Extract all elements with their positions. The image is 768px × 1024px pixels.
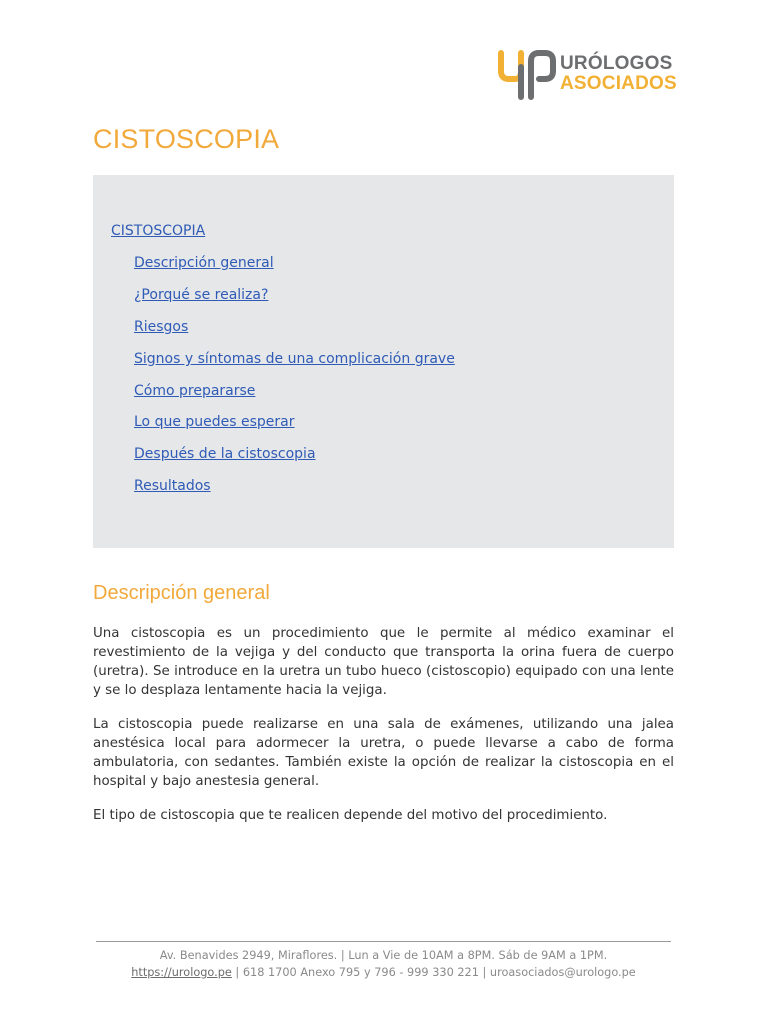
footer-address: Av. Benavides 2949, Miraflores. | Lun a Vie de 10AM a 8PM. Sáb de 9AM a 1PM. (159, 949, 608, 962)
table-of-contents (93, 175, 674, 548)
toc-link-como-prepararse[interactable]: Cómo prepararse (134, 383, 256, 399)
brand-name-line1: URÓLOGOS (560, 53, 673, 74)
paragraph: El tipo de cistoscopia que te realicen depende del motivo del procedimiento. (93, 808, 608, 823)
toc-link-despues-cistoscopia[interactable]: Después de la cistoscopia (134, 446, 316, 462)
footer-contact (96, 964, 671, 981)
paragraph: Una cistoscopia es un procedimiento que le permite al médico examinar el revestimiento de la vejiga y del conducto que transporta la orina fuera de cuerpo (uretra). Se introduce en la uretra un tubo hueco (cistoscopio) equipado con una lente y se lo desplaza lentamente hacia la vejiga. (93, 626, 674, 698)
footer-divider (96, 941, 671, 942)
brand-logo-icon (497, 47, 557, 101)
toc-link-signos-sintomas[interactable]: Signos y síntomas de una complicación grave (134, 351, 455, 367)
footer (96, 947, 671, 981)
document-title: CISTOSCOPIA (93, 124, 280, 154)
section-heading: Descripción general (93, 582, 270, 604)
paragraph: La cistoscopia puede realizarse en una sala de exámenes, utilizando una jalea anestésica local para adormecer la uretra, o puede llevarse a cabo de forma ambulatoria, con sedantes. También existe la opción de realizar la cistoscopia en el hospital y bajo anestesia general. (93, 717, 674, 789)
toc-link-riesgos[interactable]: Riesgos (134, 319, 189, 335)
footer-contact-details: | 618 1700 Anexo 795 y 796 - 999 330 221 | uroasociados@urologo.pe (231, 966, 636, 979)
brand-name-line2: ASOCIADOS (560, 73, 677, 94)
toc-link-descripcion-general[interactable]: Descripción general (134, 255, 274, 271)
toc-link-cistoscopia[interactable]: CISTOSCOPIA (111, 223, 206, 239)
toc-link-resultados[interactable]: Resultados (134, 478, 211, 494)
footer-website-link[interactable]: https://urologo.pe (131, 966, 232, 979)
toc-link-porque-se-realiza[interactable]: ¿Porqué se realiza? (134, 287, 269, 303)
brand-name (560, 54, 677, 94)
toc-link-lo-que-puedes-esperar[interactable]: Lo que puedes esperar (134, 414, 295, 430)
brand-logo (497, 47, 677, 101)
